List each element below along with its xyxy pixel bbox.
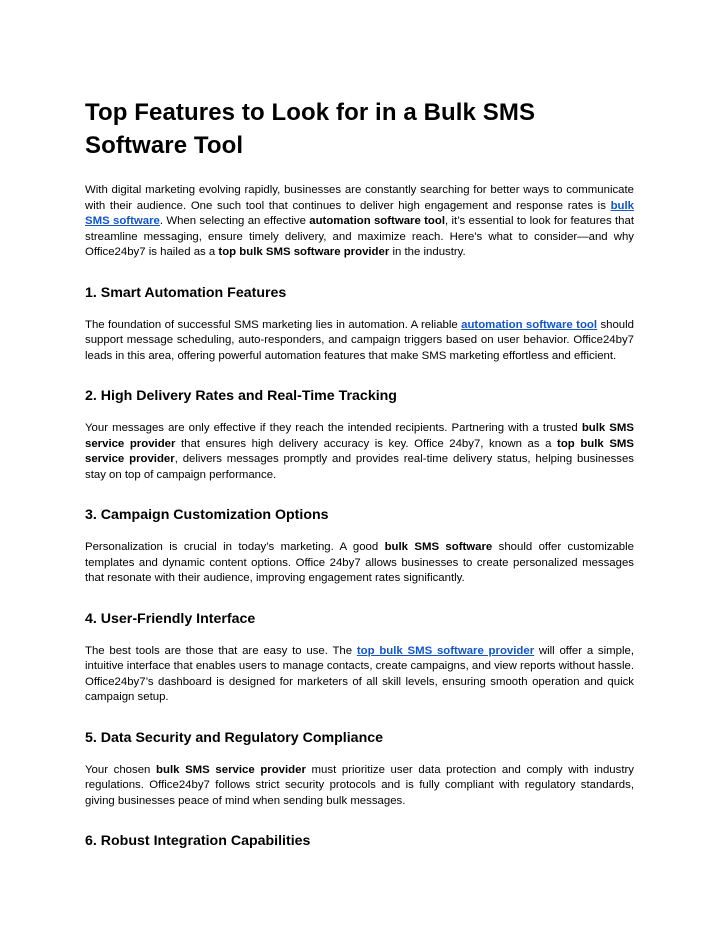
section-1-text-2: should support message scheduling, auto-responders, and campaign triggers based on user behavior. Office24by7 leads in this area, offering powerful automation features that make SMS marketing effortless and efficient. <box>85 318 635 362</box>
section-2-bold-2: top bulk SMS service provider <box>85 437 634 465</box>
intro-text-4: in the industry. <box>389 246 466 258</box>
section-1-heading: 1. Smart Automation Features <box>85 284 287 301</box>
section-6-heading: 6. Robust Integration Capabilities <box>85 833 311 849</box>
intro-text-1: With digital marketing evolving rapidly, businesses are constantly searching for better ways to communicate with their audience. One such tool that continues to deliver high engagement and response rates is <box>85 184 634 212</box>
section-3-text-1: Personalization is crucial in today’s marketing. A good <box>85 541 385 553</box>
section-2-heading: 2. High Delivery Rates and Real-Time Tracking <box>85 388 397 404</box>
intro-bold-2: top bulk SMS software provider <box>218 246 390 258</box>
intro-text-3: , it’s essential to look for features that streamline messaging, ensure timely delivery, and maximize reach. Here's what to consider—and why Office24by7 is hailed as a <box>85 215 634 258</box>
section-5-text-2: must prioritize user data protection and comply with industry regulations. Office24by7 follows strict security protocols and is fully compliant with regulatory standards, giving businesses peace of mind when sending bulk messages. <box>85 763 634 807</box>
top-bulk-sms-software-provider-link[interactable]: top bulk SMS software provider <box>356 644 535 657</box>
section-1-paragraph <box>85 318 634 365</box>
section-3-heading: 3. Campaign Customization Options <box>85 507 329 523</box>
bulk-sms-software-link[interactable]: bulk SMS software <box>85 199 634 227</box>
section-3-bold-1: bulk SMS software <box>384 541 493 553</box>
intro-bold-1: automation software tool <box>309 215 446 227</box>
section-4-heading: 4. User-Friendly Interface <box>85 610 256 627</box>
section-3-paragraph <box>85 540 634 587</box>
section-2-bold-1: bulk SMS service provider <box>85 422 634 450</box>
section-5-text-1: Your chosen <box>85 763 157 776</box>
section-2-text-2: that ensures high delivery accuracy is key. Office 24by7, known as a <box>175 437 558 450</box>
section-2-paragraph <box>85 421 634 483</box>
document-title: Top Features to Look for in a Bulk SMS Software Tool <box>85 99 536 159</box>
section-3-text-2: should offer customizable templates and dynamic content options. Office 24by7 allows businesses to create personalized messages that resonate with their audience, improving engagement rates significantly. <box>85 541 634 584</box>
section-5-paragraph <box>85 763 634 810</box>
section-2-text-3: , delivers messages promptly and provides real-time delivery status, helping businesses stay on top of campaign performance. <box>85 453 634 481</box>
section-2-text-1: Your messages are only effective if they reach the intended recipients. Partnering with a trusted <box>85 422 582 434</box>
intro-paragraph <box>85 183 634 261</box>
automation-software-tool-link[interactable]: automation software tool <box>461 318 598 331</box>
section-5-heading: 5. Data Security and Regulatory Compliance <box>85 729 384 746</box>
intro-text-2: . When selecting an effective <box>159 215 310 227</box>
section-5-bold-1: bulk SMS service provider <box>156 763 306 776</box>
section-4-text-2: will offer a simple, intuitive interface that enables users to manage contacts, create campaigns, and view reports without hassle. Office24by7’s dashboard is designed for marketers of all skill levels, ensuring smooth operation and quick campaign setup. <box>85 644 634 703</box>
section-4-paragraph <box>85 644 634 706</box>
section-1-text-1: The foundation of successful SMS marketing lies in automation. A reliable <box>85 318 462 331</box>
section-4-text-1: The best tools are those that are easy to use. The <box>85 644 357 657</box>
document-page <box>85 96 634 850</box>
